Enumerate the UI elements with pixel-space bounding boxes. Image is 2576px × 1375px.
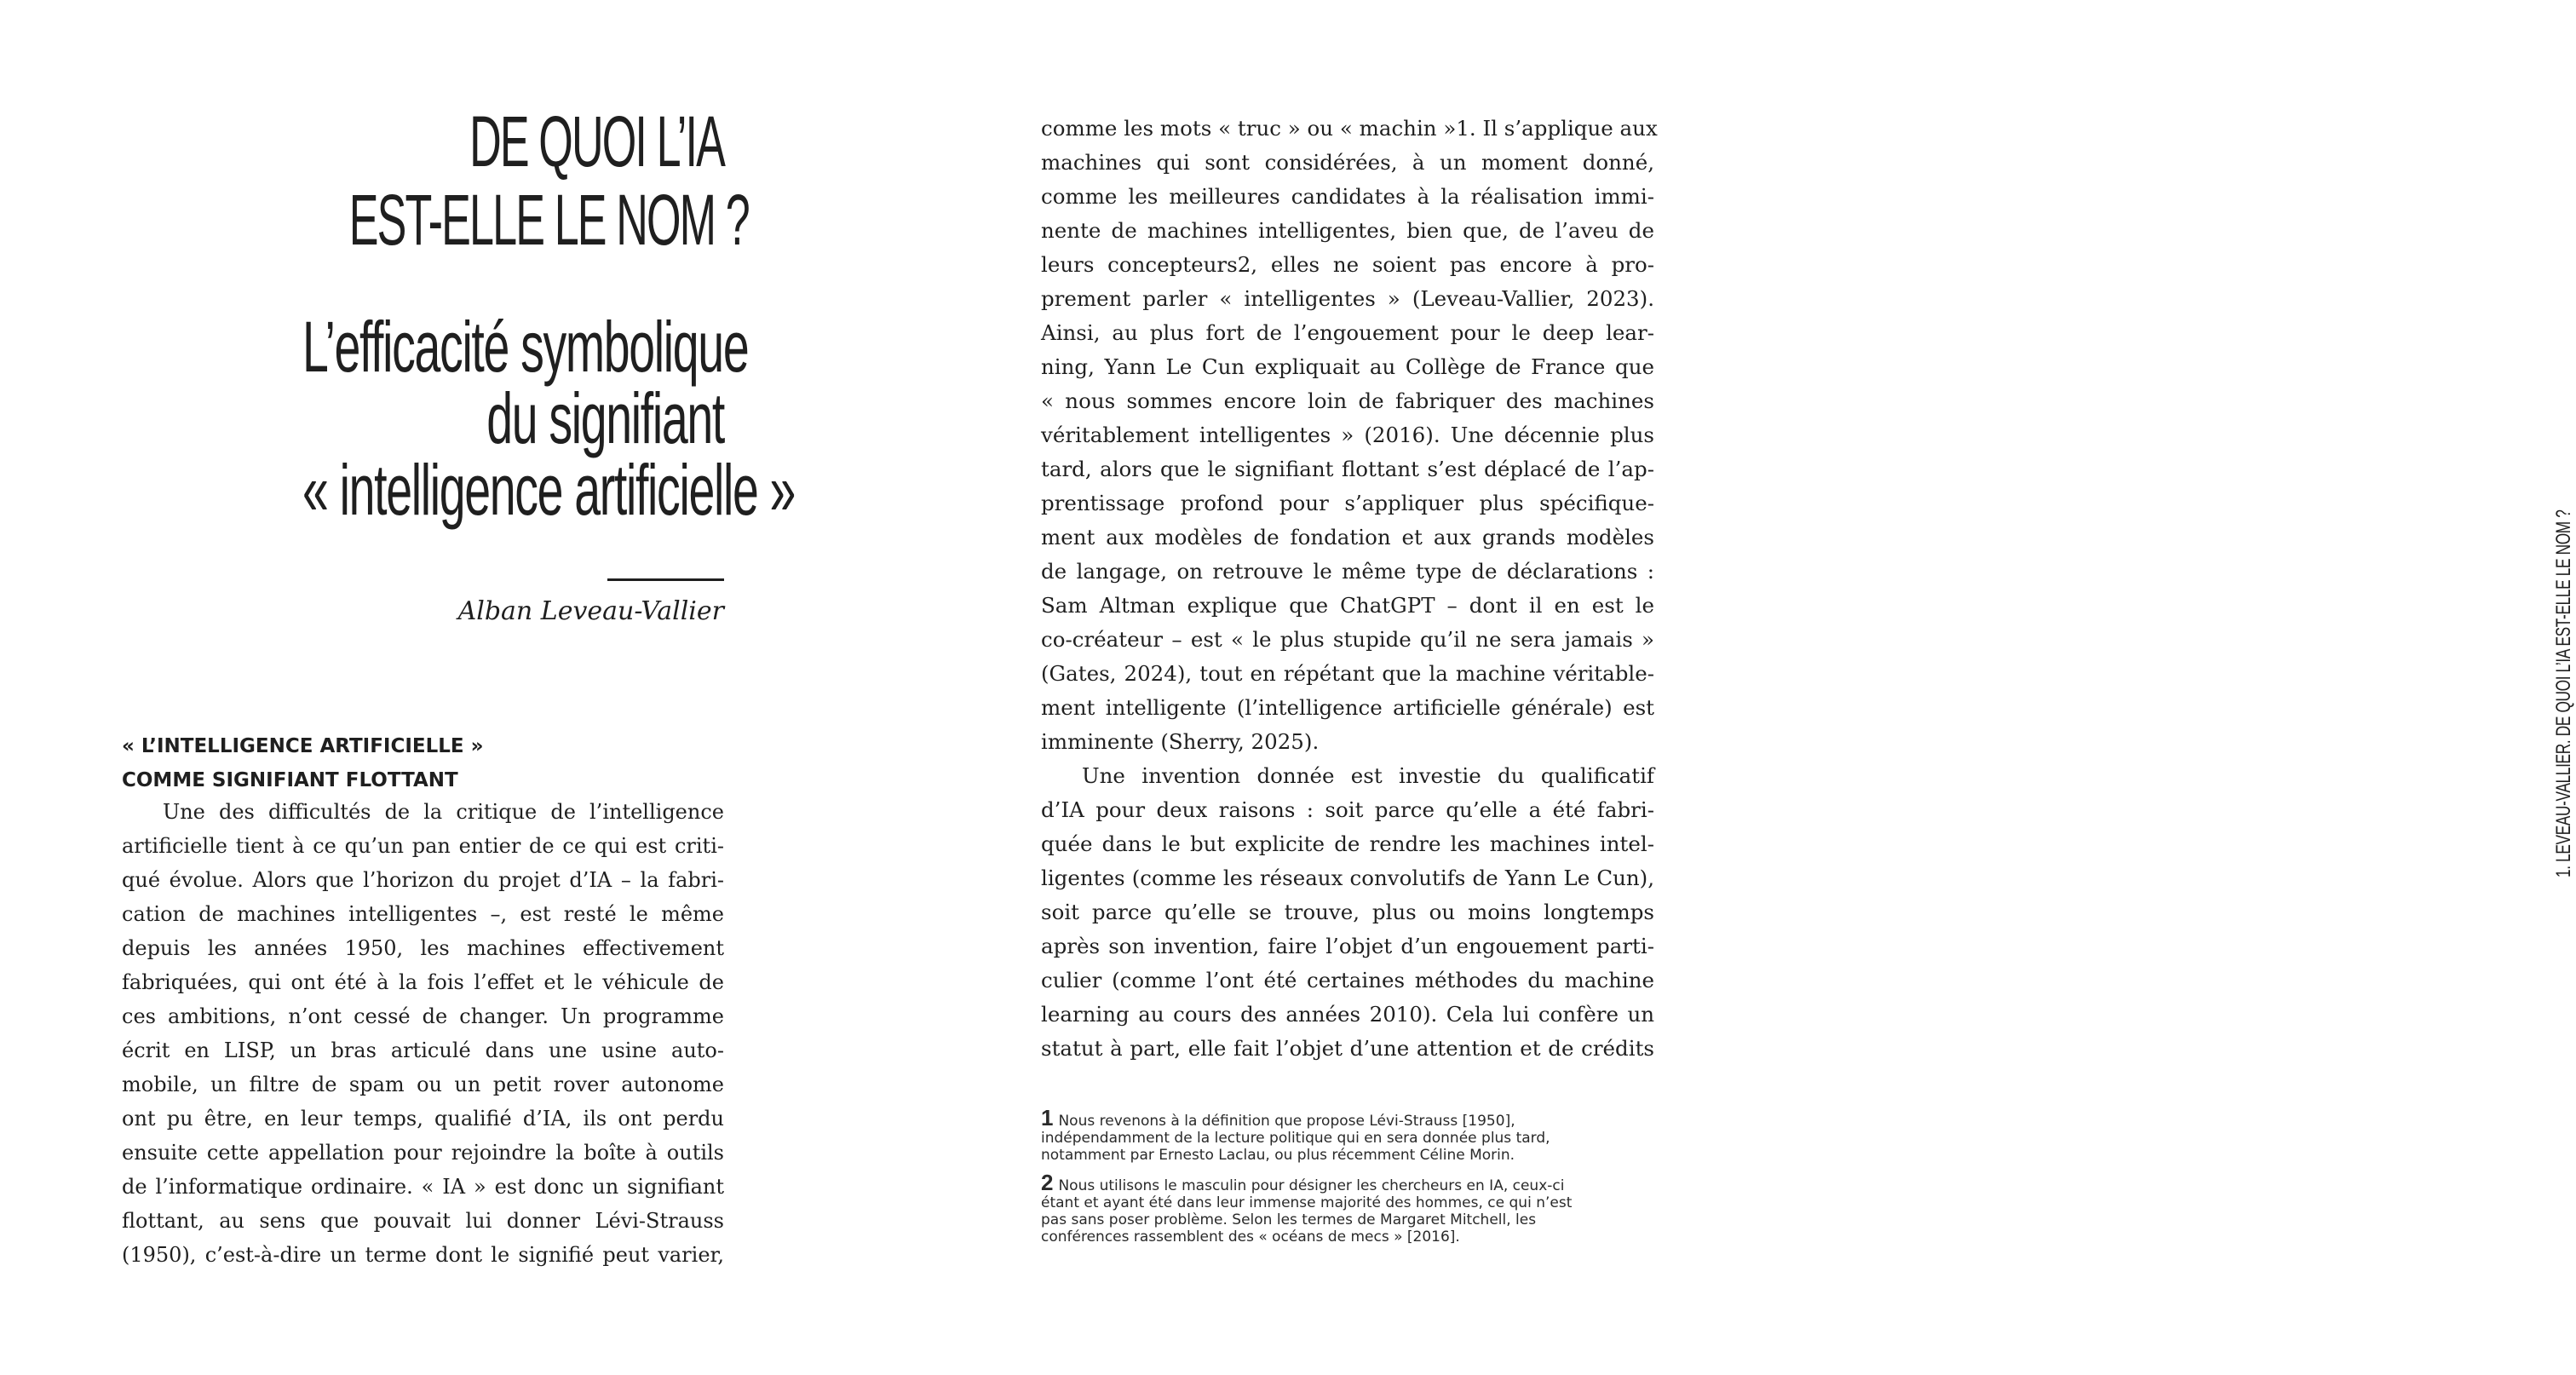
left-page (0, 0, 869, 1375)
footnote-line: indépendamment de la lecture politique qui en sera donnée plus tard, (1041, 1130, 1550, 1147)
body-line: machines qui sont considérées, à un moment donné, (1041, 150, 1654, 175)
body-line: de langage, on retrouve le même type de déclarations : (1041, 559, 1654, 584)
body-line: depuis les années 1950, les machines effectivement (122, 936, 724, 960)
body-line: fabriquées, qui ont été à la fois l’effet et le véhicule de (122, 970, 724, 994)
footnotes (1041, 1105, 1654, 1256)
body-line: soit parce qu’elle se trouve, plus ou moins longtemps (1041, 900, 1654, 924)
body-line: co-créateur – est « le plus stupide qu’il ne sera jamais » (1041, 627, 1654, 652)
body-line: mobile, un filtre de spam ou un petit rover autonome (122, 1073, 724, 1096)
body-line: comme les mots « truc » ou « machin »1. Il s’applique aux (1041, 116, 1658, 141)
footnote-line: conférences rassemblent des « océans de mecs » [2016]. (1041, 1228, 1460, 1246)
chapter-subtitle (85, 307, 796, 530)
body-line: (Gates, 2024), tout en répétant que la machine véritable- (1041, 661, 1654, 686)
body-line: ning, Yann Le Cun expliquait au Collège de France que (1041, 354, 1654, 379)
chapter-subtitle-line: du signifiant (486, 378, 724, 458)
body-line: après son invention, faire l’objet d’un engouement parti- (1041, 934, 1654, 958)
body-line: cation de machines intelligentes –, est resté le même (122, 902, 724, 926)
footnote-line: pas sans poser problème. Selon les termes de Margaret Mitchell, les (1041, 1211, 1537, 1228)
body-text (1041, 112, 1658, 1066)
body-line: qué évolue. Alors que l’horizon du projet d’IA – la fabri- (122, 868, 724, 892)
author-name: Alban Leveau-Vallier (457, 596, 724, 626)
right-page (869, 0, 2575, 1375)
section-heading-line: « L’INTELLIGENCE ARTIFICIELLE » (122, 735, 484, 757)
body-line: quée dans le but explicite de rendre les machines intel- (1041, 831, 1654, 856)
body-line: statut à part, elle fait l’objet d’une attention et de crédits (1041, 1036, 1654, 1061)
body-line: ment intelligente (l’intelligence artificielle générale) est (1041, 695, 1654, 720)
footnote-line: Nous utilisons le masculin pour désigner les chercheurs en IA, ceux-ci (1058, 1177, 1565, 1194)
running-header (2552, 367, 2576, 877)
body-line: écrit en LISP, un bras articulé dans une usine auto- (122, 1038, 724, 1062)
body-line: Une invention donnée est investie du qualificatif (1082, 763, 1654, 788)
body-line: ment aux modèles de fondation et aux grands modèles (1041, 525, 1654, 549)
body-line: learning au cours des années 2010). Cela lui confère un (1041, 1002, 1654, 1027)
body-line: Sam Altman explique que ChatGPT – dont il en est le (1041, 593, 1654, 618)
body-line: nente de machines intelligentes, bien que, de l’aveu de (1041, 218, 1654, 243)
body-line: tard, alors que le signifiant flottant s’est déplacé de l’ap- (1041, 457, 1654, 481)
body-line: imminente (Sherry, 2025). (1041, 729, 1320, 754)
body-line: Ainsi, au plus fort de l’engouement pour le deep lear- (1041, 320, 1654, 345)
body-text (122, 795, 724, 1272)
body-line: ont pu être, en leur temps, qualifié d’IA, ils ont perdu (122, 1107, 724, 1130)
chapter-title (119, 101, 749, 260)
body-line: « nous sommes encore loin de fabriquer des machines (1041, 388, 1654, 413)
body-line: de l’informatique ordinaire. « IA » est donc un signifiant (122, 1175, 724, 1199)
body-line: prement parler « intelligentes » (Leveau-Vallier, 2023). (1041, 286, 1654, 311)
body-line: comme les meilleures candidates à la réalisation immi- (1041, 184, 1654, 209)
chapter-title-line: DE QUOI L’IA (469, 101, 724, 181)
footnote (1041, 1170, 1654, 1246)
body-line: véritablement intelligentes » (2016). Une décennie plus (1041, 423, 1654, 447)
running-header-text: 1. LEVEAU-VALLIER. DE QUOI L’IA EST-ELLE LE NOM ? (2552, 509, 2575, 877)
chapter-title-line: EST-ELLE LE NOM ? (348, 180, 749, 260)
section-heading (122, 729, 724, 797)
body-line: leurs concepteurs2, elles ne soient pas encore à pro- (1041, 252, 1654, 277)
body-line: ligentes (comme les réseaux convolutifs de Yann Le Cun), (1041, 866, 1654, 890)
body-line: (1950), c’est-à-dire un terme dont le signifié peut varier, (122, 1243, 724, 1267)
chapter-subtitle-line: L’efficacité symbolique (302, 307, 749, 387)
body-line: d’IA pour deux raisons : soit parce qu’elle a été fabri- (1041, 797, 1654, 822)
footnote-line: étant et ayant été dans leur immense majorité des hommes, ce qui n’est (1041, 1194, 1573, 1211)
body-line: flottant, au sens que pouvait lui donner Lévi-Strauss (122, 1209, 724, 1233)
title-rule (607, 578, 724, 581)
body-line: ces ambitions, n’ont cessé de changer. Un programme (122, 1004, 724, 1028)
section-heading-line: COMME SIGNIFIANT FLOTTANT (122, 769, 458, 791)
footnote-line: Nous revenons à la définition que propose Lévi-Strauss [1950], (1058, 1113, 1515, 1130)
body-line: prentissage profond pour s’appliquer plus spécifique- (1041, 491, 1654, 515)
body-line: artificielle tient à ce qu’un pan entier de ce qui est criti- (122, 834, 724, 858)
body-line: culier (comme l’ont été certaines méthodes du machine (1041, 968, 1654, 992)
body-line: Une des difficultés de la critique de l’intelligence (163, 800, 724, 824)
chapter-subtitle-line: « intelligence artificielle » (302, 450, 796, 530)
footnote-number: 1 (1041, 1105, 1054, 1130)
body-line: ensuite cette appellation pour rejoindre la boîte à outils (122, 1141, 724, 1165)
footnote-number: 2 (1041, 1170, 1054, 1195)
footnote (1041, 1105, 1654, 1164)
footnote-line: notamment par Ernesto Laclau, ou plus récemment Céline Morin. (1041, 1147, 1515, 1164)
